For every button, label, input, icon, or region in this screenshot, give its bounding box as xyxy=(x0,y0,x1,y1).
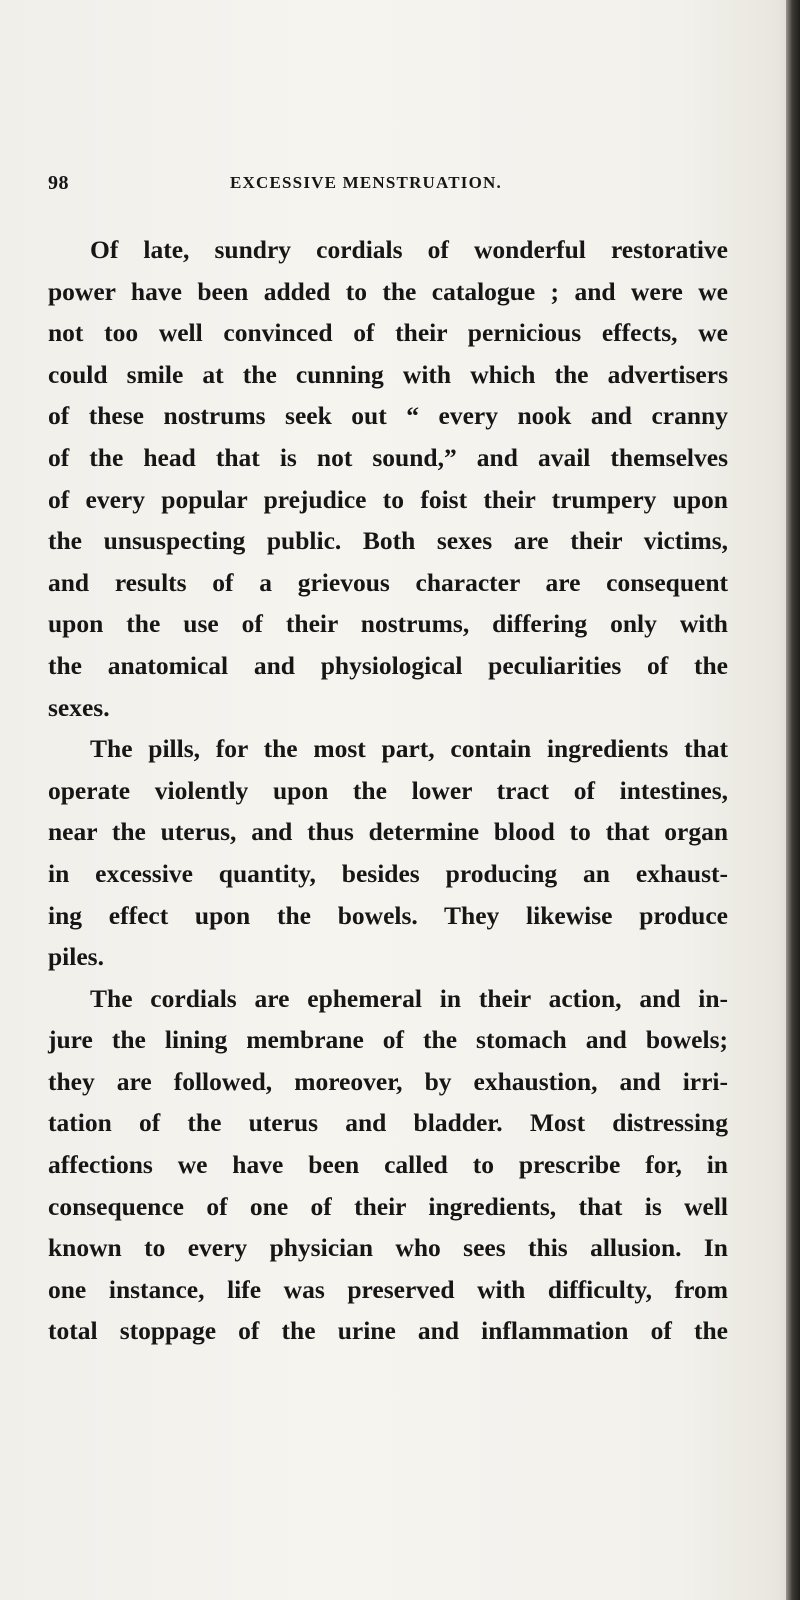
text-line: upon the use of their nostrums, differing only with xyxy=(48,609,728,639)
text-line: Of late, sundry cordials of wonderful restorative xyxy=(90,235,728,264)
text-line: could smile at the cunning with which the advertisers xyxy=(48,359,728,389)
text-line: one instance, life was preserved with difficulty, from xyxy=(48,1274,728,1304)
text-line: of every popular prejudice to foist their trumpery upon xyxy=(48,484,728,514)
text-line: the anatomical and physiological peculiarities of the xyxy=(48,650,728,680)
text-line: The cordials are ephemeral in their action, and in- xyxy=(90,983,728,1013)
text-line: and results of a grievous character are consequent xyxy=(48,567,728,597)
text-line: tation of the uterus and bladder. Most distressing xyxy=(48,1108,728,1138)
chapter-title: EXCESSIVE MENSTRUATION. xyxy=(230,173,502,192)
text-line: the unsuspecting public. Both sexes are their victims, xyxy=(48,526,728,556)
page-number: 98 xyxy=(48,172,69,194)
text-body xyxy=(48,229,728,1352)
text-line: near the uterus, and thus determine blood to that organ xyxy=(48,817,728,847)
text-line: of the head that is not sound,” and avail themselves xyxy=(48,442,728,472)
text-line: jure the lining membrane of the stomach and bowels; xyxy=(48,1025,728,1055)
text-line: ing effect upon the bowels. They likewise produce xyxy=(48,900,728,930)
text-line: power have been added to the catalogue ; and were we xyxy=(48,276,728,306)
running-head xyxy=(48,172,748,202)
text-line: not too well convinced of their pernicious effects, we xyxy=(48,318,728,348)
page-binding-edge xyxy=(786,0,800,1600)
text-line: consequence of one of their ingredients, that is well xyxy=(48,1191,728,1221)
text-line: of these nostrums seek out “ every nook and cranny xyxy=(48,401,728,431)
text-line: The pills, for the most part, contain ingredients that xyxy=(90,734,728,764)
text-line: total stoppage of the urine and inflammation of the xyxy=(48,1316,728,1346)
text-line: piles. xyxy=(48,942,104,972)
text-line: sexes. xyxy=(48,692,110,722)
text-line: in excessive quantity, besides producing an exhaust- xyxy=(48,858,728,888)
text-line: operate violently upon the lower tract of intestines, xyxy=(48,775,728,805)
text-line: known to every physician who sees this allusion. In xyxy=(48,1233,728,1263)
text-line: affections we have been called to prescribe for, in xyxy=(48,1150,728,1180)
text-line: they are followed, moreover, by exhaustion, and irri- xyxy=(48,1066,728,1096)
